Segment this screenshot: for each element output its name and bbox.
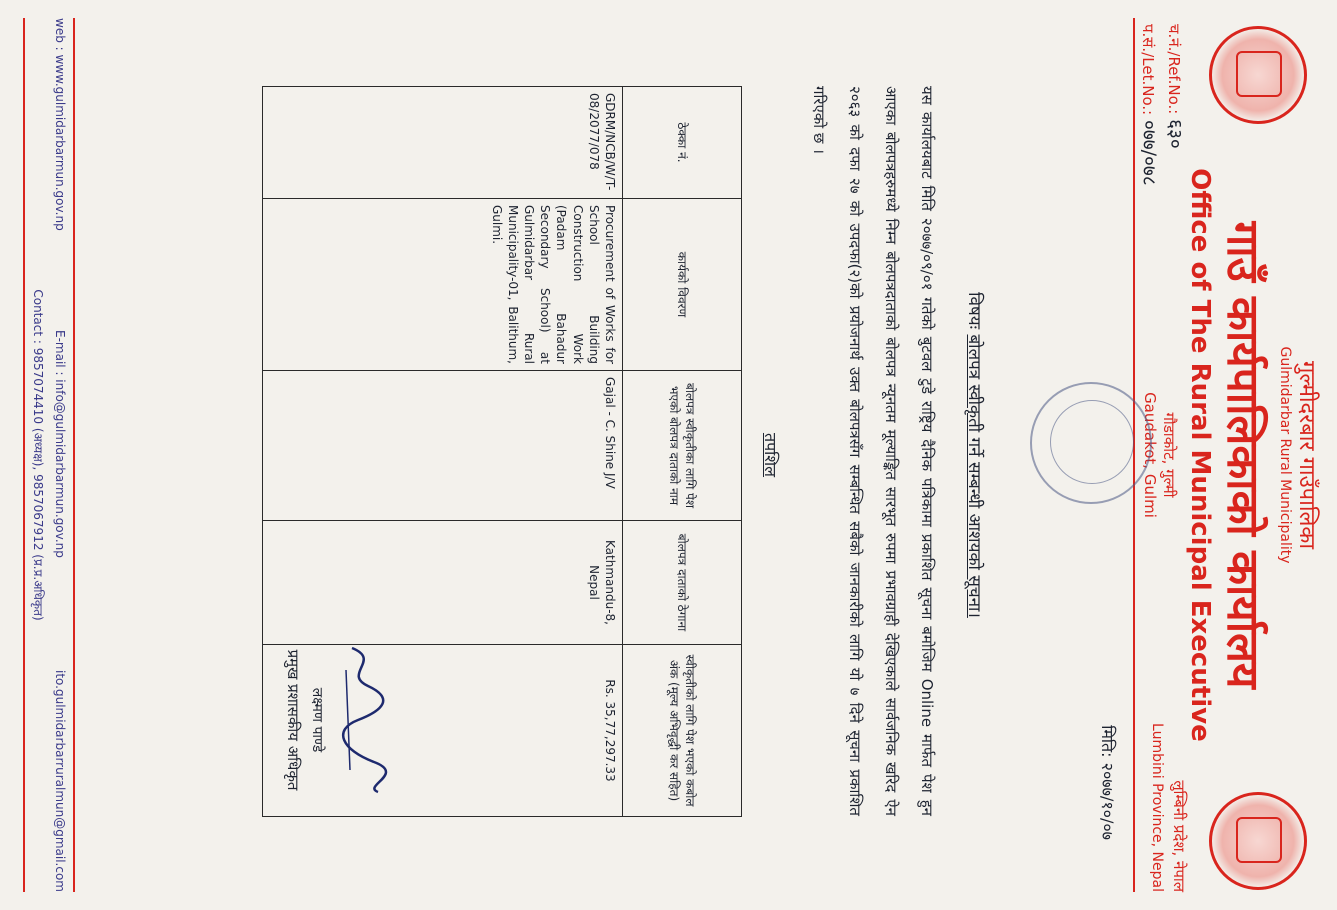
subject-text: बोलपत्र स्वीकृती गर्ने सम्बन्धी आशयको सूचना। bbox=[964, 334, 984, 618]
letter-number bbox=[1137, 24, 1163, 186]
subject-line bbox=[964, 0, 987, 910]
office-name-en: Office of The Rural Municipal Executive bbox=[1185, 168, 1215, 742]
footer-divider-bottom bbox=[23, 18, 25, 892]
office-seal-icon bbox=[1030, 382, 1152, 504]
handwritten-signature-icon bbox=[332, 640, 392, 800]
footer-email: E-mail : info@gulmidarbarmun.gov.np bbox=[53, 330, 67, 558]
ref-value: ६३० bbox=[1164, 119, 1186, 149]
col-header-bid-amount: स्वीकृतीको लागि पेश भएको कबोल अंक (मूल्य अभिवृद्धी कर सहित) bbox=[623, 645, 742, 817]
letter-body: यस कार्यालयबाट मिति २०७७/०९/०१ गतेको बुटवल टुडे राष्ट्रिय दैनिक पत्रिकामा प्रकाशित सूचना बमोजिम Online मार्फत पेश हुन आएका बोलपत्रहरुमध्ये निम्न बोलपत्रदाताको बोलपत्र न्यूनतम मूल्याङ्कित सारभूत रुपमा प्रभावग्राही देखिएकाले सार्वजनिक खरिद ऐन २०६३ को दफा २७ को उपदफा(२)को प्रयोजनार्थ उक्त बोलपत्रसँग सम्बन्धित सबैको जानकारीको लागि यो ७ दिने सूचना प्रकाशित गरिएको छ । bbox=[810, 86, 936, 816]
let-label: प.सं./Let.No.: bbox=[1139, 24, 1157, 116]
cell-contract-no: GDRM/NCB/W/T-08/2077/078 bbox=[263, 87, 623, 199]
signatory-name: लक्ष्मण पाण्डे bbox=[309, 687, 325, 753]
details-heading: तपशिल bbox=[761, 432, 780, 478]
municipality-name-np: गुल्मीदरबार गाउँपालिका bbox=[1294, 360, 1319, 550]
subject-prefix: विषयः bbox=[964, 292, 984, 330]
office-name-np: गाउँ कार्यपालिकाको कार्यालय bbox=[1217, 221, 1268, 689]
table-header-row bbox=[623, 87, 742, 817]
cell-bid-amount: Rs. 35,77,297.33 bbox=[263, 645, 623, 817]
let-value: ०७७/०७८ bbox=[1138, 119, 1160, 186]
col-header-bidder-name: बोलपत्र स्वीकृतीका लागि पेश भएको बोलपत्र दाताको नाम bbox=[623, 371, 742, 521]
signature-image bbox=[332, 640, 392, 800]
col-header-bidder-address: बोलपत्र दाताको ठेगाना bbox=[623, 521, 742, 645]
col-header-contract-no: ठेक्का नं. bbox=[623, 87, 742, 199]
municipality-name-en: Gulmidarbar Rural Municipality bbox=[1277, 346, 1293, 564]
province-en: Lumbini Province, Nepal bbox=[1149, 723, 1165, 892]
footer-contact: Contact : 9857074410 (अध्यक्ष), 9857067912 (प्र.प्र.अधिकृत) bbox=[31, 289, 45, 621]
ref-number bbox=[1163, 24, 1189, 149]
cell-bidder-name: Gajal - C. Shine J/V bbox=[263, 371, 623, 521]
location-np: गौडाकोट, गुल्मी bbox=[1160, 412, 1178, 498]
letter-date: मिति: २०७७/१०/०७ bbox=[1098, 725, 1117, 840]
cell-work-description: Procurement of Works for School Building Construction Work (Padam Bahadur Secondary School) at Gulmidarbar Rural Municipality-01, Balithum, Gulmi. bbox=[263, 199, 623, 371]
footer-divider-top bbox=[73, 18, 75, 892]
cell-bidder-address: Kathmandu-8, Nepal bbox=[263, 521, 623, 645]
location-en: Gaudakot, Gulmi bbox=[1141, 392, 1159, 518]
ref-label: च.नं./Ref.No.: bbox=[1165, 24, 1183, 115]
signatory-title: प्रमुख प्रशासकीय अधिकृत bbox=[284, 649, 302, 791]
province-np: लुम्बिनी प्रदेश, नेपाल bbox=[1170, 780, 1188, 892]
footer-web: web : www.gulmidarbarmun.gov.np bbox=[53, 18, 67, 231]
footer-email-secondary: ito.gulmidarbarruralmun@gmail.com bbox=[53, 670, 67, 892]
col-header-work-description: कार्यको विवरण bbox=[623, 199, 742, 371]
